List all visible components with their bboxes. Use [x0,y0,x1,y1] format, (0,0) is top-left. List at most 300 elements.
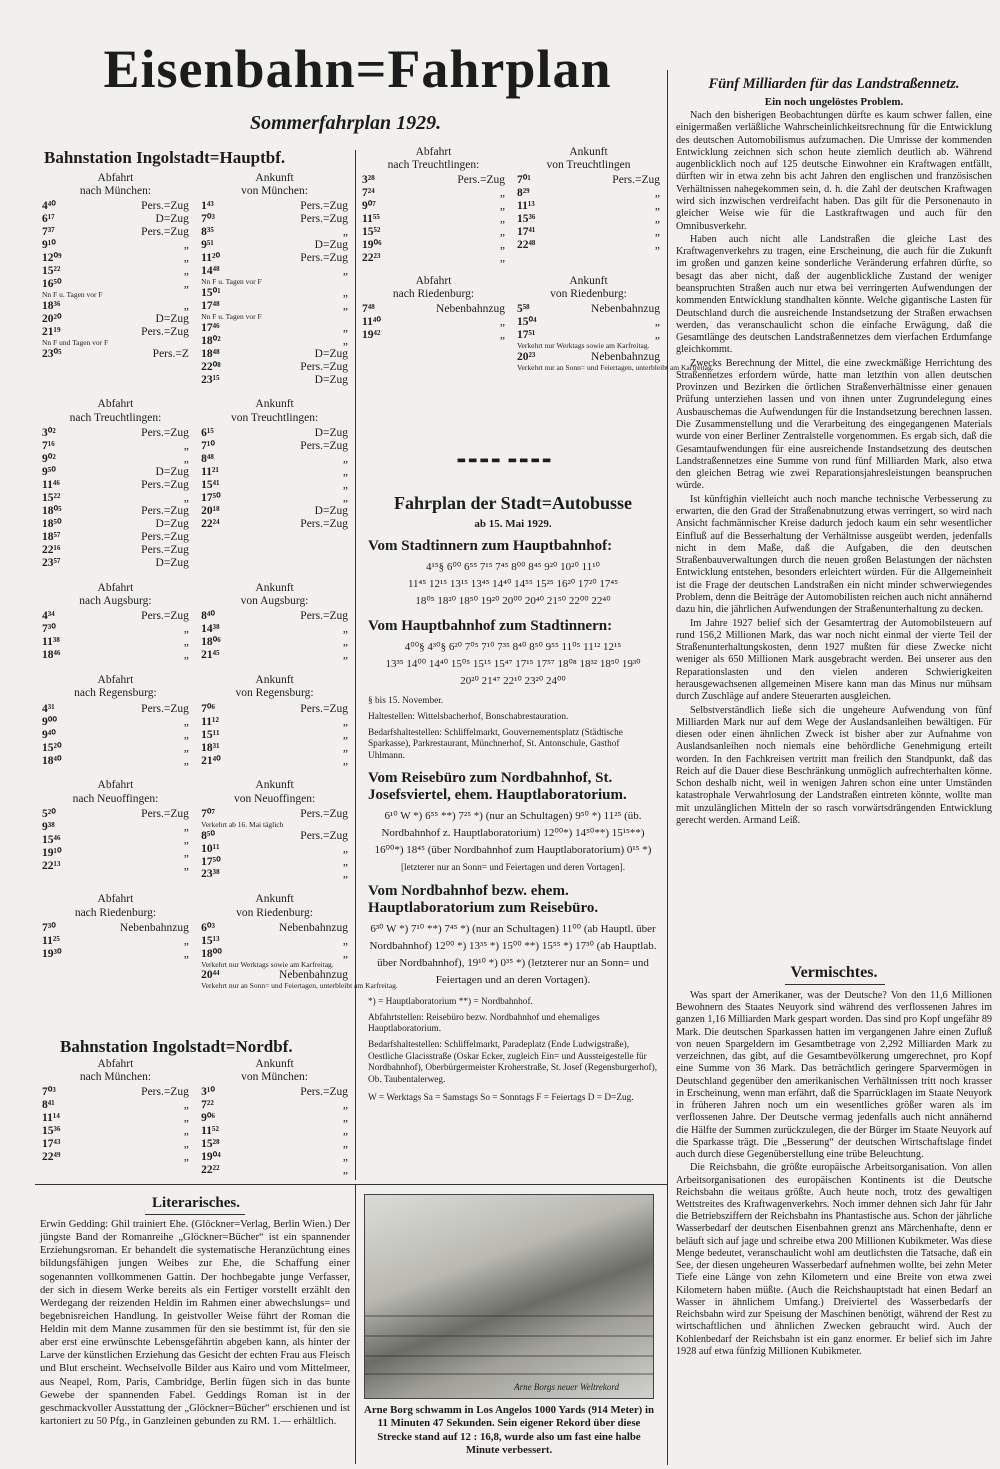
train-time: 18⁴⁰ [42,754,62,767]
train-kind: „ [654,200,660,213]
train-time: 7²⁴ [362,187,375,200]
departures-column [42,1058,189,1177]
train-kind: „ [342,321,348,334]
train-kind: D=Zug [155,556,189,569]
train-time: 8⁴⁸ [201,452,214,465]
departures-header: Abfahrt nach München: [79,1058,152,1084]
train-time: 6¹⁷ [42,213,55,226]
train-time: 11⁵² [201,1125,219,1138]
train-kind: „ [342,286,348,299]
train-time: 9⁰⁷ [362,200,376,213]
train-row [42,427,189,440]
train-kind: „ [342,623,348,636]
timetable-block [42,893,398,991]
train-time: 17⁵¹ [516,329,536,342]
train-kind: „ [342,1125,348,1138]
train-time: 4³⁴ [42,610,55,623]
train-time: 5²⁰ [42,807,56,820]
train-row [42,440,189,453]
train-row [42,200,189,213]
train-kind: „ [342,299,348,312]
train-time: 18⁰² [201,334,221,347]
train-time: 6¹⁵ [201,426,214,439]
train-kind: „ [342,334,348,347]
train-kind: „ [183,278,189,291]
train-kind: Pers.=Zug [457,174,506,187]
bus-route2-title: Vom Hauptbahnhof zum Stadtinnern: [368,618,613,635]
train-time: 7⁰³ [201,213,215,226]
literary-title: Literarisches. [152,1195,240,1211]
train-kind: D=Zug [155,517,189,530]
train-kind: Pers.=Zug [300,517,348,530]
train-kind: „ [183,947,189,960]
train-time: 17⁴¹ [516,226,536,239]
train-row [517,239,660,252]
train-kind: „ [183,715,189,728]
train-row [201,742,348,755]
train-time: 7¹⁶ [42,439,55,452]
train-kind: Pers.=Zug [300,1086,348,1099]
column-divider-2 [667,70,668,1465]
train-row [517,187,660,200]
train-row [201,868,348,881]
train-time: 15³⁶ [516,213,536,226]
train-time: 15⁴¹ [201,478,220,491]
train-time: 14³⁸ [201,623,220,636]
timetable-block [42,1058,348,1177]
article2-title-underline [785,984,885,985]
train-row [201,518,348,531]
arrivals-column [201,172,348,386]
train-time: 4³¹ [42,702,55,715]
train-kind: D=Zug [155,213,189,226]
train-time: 7⁰⁶ [201,702,215,715]
article1-subtitle: Ein noch ungelöstes Problem. [764,96,904,108]
train-kind: „ [183,439,189,452]
train-kind: „ [654,187,660,200]
train-time: 3²⁸ [362,174,375,187]
swimmer-photo [364,1194,654,1399]
bus-time-line: 4¹⁵§ 6⁰⁰ 6⁵⁵ 7¹⁵ 7⁴⁵ 8⁰⁰ 8⁴⁵ 9²⁰ 10²⁰ 11¹⁰ [426,561,600,573]
train-time: 23⁵⁷ [42,556,61,569]
train-time: 18⁰⁰ [201,947,222,960]
train-row [362,213,505,226]
train-row [517,213,660,226]
train-kind: Nebenbahnzug [279,969,348,982]
bus-time-line: 18⁰⁵ 18²⁰ 18⁵⁰ 19²⁰ 20⁰⁰ 20⁴⁰ 21⁵⁰ 22⁰⁰ 22⁴⁰ [415,595,611,608]
train-row [201,716,348,729]
train-kind: Pers.=Zug [300,360,348,373]
departures-column [42,398,189,569]
train-row [201,505,348,518]
bus-route4-text: 6³⁰ W *) 7¹⁰ **) 7⁴⁵ *) (nur an Schultagen) 11⁰⁰ (ab Hauptl. über Nordbahnhof) 12⁰⁰ *) 13³⁵ *) 15⁰⁰ **) 15⁵⁵ *) 17³⁰ (ab Hauptlab. über Nordbahnhof), 19¹⁰ *) 0³⁵ *) (letzterer nur an Sonn= und Feiertagen und an deren Vortagen). [369,923,657,987]
train-time: 9⁰² [42,452,56,465]
bus-time-line: 4⁰⁰§ 4³⁰§ 6²⁰ 7⁰⁵ 7¹⁰ 7³⁵ 8⁴⁰ 8⁵⁰ 9⁵⁵ 11⁰⁵ 11¹² 12¹⁵ [404,641,622,654]
train-row [201,492,348,505]
departures-header: Abfahrt nach Treuchtlingen: [69,398,162,424]
train-row [201,479,348,492]
arrivals-header: Ankunft von Regensburg: [235,674,314,700]
train-row [42,922,189,935]
train-row [201,213,348,226]
departures-column [362,275,505,373]
train-kind: „ [342,934,348,947]
train-kind: „ [183,728,189,741]
train-kind: „ [183,239,189,252]
train-time: 11²⁰ [201,252,221,265]
train-time: 22²⁴ [201,517,220,530]
train-row [517,174,660,187]
train-kind: „ [183,623,189,636]
train-time: 11¹⁴ [42,1112,60,1125]
train-time: 23¹⁵ [201,373,220,386]
train-row [42,935,189,948]
train-row [201,636,348,649]
train-row [517,316,660,329]
train-time: 12⁰⁹ [42,252,62,265]
train-row [42,834,189,847]
article-paragraph: Was spart der Amerikaner, was der Deutsche? Von den 11,6 Millionen Bewohnern des Staates Neuyork sind während des verflossenen Jahres im ganzen 1,16 Milliarden Mark gespart worden. Das sind pro Kopf ungefähr 89 Mark. Die deutschen Sparkassen hatten im vergangenen Jahre einen Zufluß von neuen Spargeldern im Gesamtbetrage von 2,292 Milliarden Mark zu verzeichnen, das gibt, auf die Gesamtbevölkerung umgerechnet, pro Kopf eine Summe von 36 Mark. Das beträchtlich geringere Sparvermögen in Deutschland gegenüber den amerikanischen Verhältnissen tritt noch krasser in Erscheinung, wenn man erfährt, daß die Sparrücklagen im Staate Neuyork in früheren Jahren noch um ein wesentliches größer waren als im verflossenen Jahre. Der Deutsche vermag jedenfalls auch nicht annähernd die Hälfte der Summen zurückzulegen, die der Bürger im Staate Neuyork auf die Sparkasse trägt. Die „Besserung“ der deutschen Wirtschaftslage findet auch durch diese Gegenüberstellung eine trübe Beleuchtung. [676,990,993,1161]
train-row [201,287,348,300]
train-row [201,226,348,239]
train-time: 18⁴⁶ [42,649,61,662]
train-row [516,363,714,373]
train-row [42,226,189,239]
column-divider-1 [355,150,356,1180]
arrivals-header: Ankunft von Treuchtlingen [546,146,631,172]
bus-time-line: 13³⁵ 14⁰⁰ 14⁴⁰ 15⁰⁵ 15¹⁵ 15⁴⁷ 17¹⁵ 17⁵⁷ 18⁰⁸ 18³² 18⁵⁰ 19³⁰ [385,658,641,671]
train-time: 8³⁵ [201,226,214,239]
train-row [362,329,505,342]
arrivals-column [516,275,714,373]
article1-body [676,110,992,828]
train-kind: „ [499,200,506,213]
train-kind: D=Zug [314,347,348,360]
train-time: 15³⁶ [42,1125,61,1138]
train-kind: „ [654,316,660,329]
train-row [42,544,189,557]
train-row [42,466,189,479]
train-kind: Nebenbahnzug [279,921,348,934]
train-time: 3⁰² [42,426,56,439]
train-time: 20⁴⁴ [201,969,220,982]
train-kind: Pers.=Zug [141,426,189,439]
train-time: 19¹⁰ [42,846,62,859]
departures-header: Abfahrt nach Regensburg: [74,674,157,700]
train-row [42,716,189,729]
train-kind: „ [183,846,189,859]
train-kind: „ [183,252,189,265]
train-time: 9⁰⁰ [42,715,57,728]
train-kind: Pers.=Zug [141,530,189,543]
train-row [201,948,348,961]
train-kind: Pers.=Zug [300,610,348,623]
train-time: 17⁴³ [42,1138,61,1151]
train-row [42,213,189,226]
train-kind: „ [654,226,660,239]
train-time: 21⁴⁰ [201,754,221,767]
train-row [201,649,348,662]
train-row [362,316,505,329]
train-row [201,453,348,466]
train-row [517,226,660,239]
timetable-block [42,582,348,662]
train-row [201,1138,348,1151]
train-kind: „ [499,252,506,265]
train-row [201,278,348,287]
train-time: 17⁵⁰ [201,855,221,868]
bus-time-line: 20²⁰ 21⁴⁷ 22¹⁰ 23²⁰ 24⁰⁰ [460,675,566,688]
arrivals-header: Ankunft von München: [241,172,308,198]
arrivals-column [201,1058,348,1177]
train-time: 7⁰¹ [516,174,531,187]
train-row [201,252,348,265]
train-kind: Pers.=Zug [141,807,189,820]
bus-route2-times [368,639,658,690]
arrivals-header: Ankunft von Augsburg: [240,581,309,607]
train-time: 21⁴⁵ [201,649,220,662]
train-kind: Pers.=Zug [612,174,660,187]
train-time: 15⁴⁶ [42,833,61,846]
train-kind: „ [342,636,348,649]
train-time: 8⁴⁰ [201,610,215,623]
bottom-column-divider [355,1184,356,1464]
train-row [362,239,505,252]
train-kind: „ [183,452,189,465]
train-time: 6⁰³ [201,921,215,934]
arrivals-header: Ankunft von München: [241,1058,308,1084]
train-kind: Pers.=Zug [141,543,189,556]
bus-schedule [368,493,658,1104]
train-time: 11⁴⁰ [362,316,381,329]
train-kind: „ [183,741,189,754]
train-row [201,821,348,830]
train-kind: Nebenbahnzug [591,351,660,364]
departures-column [42,582,189,662]
train-kind: Pers.=Zug [141,1086,189,1099]
train-row [42,755,189,768]
train-row [517,303,660,316]
train-kind: Pers.=Zug [141,504,189,517]
train-time: 11⁵⁵ [362,213,380,226]
train-row [201,322,348,335]
train-time: 7³⁰ [42,623,56,636]
train-row [201,856,348,869]
train-time: 23³⁸ [201,868,220,881]
train-kind: „ [342,868,348,881]
train-kind: „ [342,478,348,491]
train-time: 22⁰⁸ [201,360,221,373]
train-kind: „ [342,1151,348,1164]
train-time: 11⁴⁶ [42,478,60,491]
train-row [201,348,348,361]
photo-caption-text: Arne Borg schwamm in Los Angelos 1000 Yards (914 Meter) in 11 Minuten 47 Sekunden. Sein eigener Rekord über diese Strecke stand auf 12 : 16,8, wurde also um fast eine halbe Minute verbessert. [364,1404,654,1457]
train-kind: „ [183,1125,189,1138]
arrivals-header: Ankunft von Riedenburg: [236,893,313,919]
train-kind: D=Zug [155,312,189,325]
arrivals-column [201,674,348,767]
train-time: Verkehrt nur Werktags sowie am Karfreitag. [201,959,334,969]
train-row [201,374,348,387]
train-row [201,200,348,213]
train-time: 18³¹ [201,741,220,754]
bus-note-bis: § bis 15. November. [368,696,444,707]
train-time: 9⁵⁰ [42,465,56,478]
train-time: 14⁴⁸ [201,265,220,278]
train-kind: Nebenbahnzug [591,303,660,316]
train-time: 8²⁹ [516,187,530,200]
train-row [42,1138,189,1151]
train-row [201,1164,348,1177]
arrivals-column [201,582,348,662]
train-time: 19⁰⁶ [362,239,382,252]
train-time: 15⁰⁴ [516,316,537,329]
train-time: 19⁴² [362,329,381,342]
train-kind: „ [342,452,348,465]
timetable-block [362,146,660,265]
bus-valid: ab 15. Mai 1929. [474,518,552,530]
train-row [42,557,189,570]
train-kind: „ [342,855,348,868]
train-time: 7¹⁰ [201,439,215,452]
train-row [201,239,348,252]
train-time: Nn F u. Tagen vor F [201,277,262,287]
train-time: 15¹³ [201,934,220,947]
train-row [42,531,189,544]
train-time: 18³⁶ [42,299,61,312]
timetable-block [42,398,348,569]
train-kind: „ [342,265,348,278]
train-time: 7⁰⁷ [201,807,215,820]
train-row [42,313,189,326]
train-time: 18⁰⁵ [42,504,62,517]
train-row [42,265,189,278]
bus-abfahrt-stellen: Abfahrtstellen: Reisebüro bezw. Nordbahnhof und ehemaliges Hauptlaboratorium. [368,1012,600,1035]
train-kind: Pers.=Zug [300,807,348,820]
page-subtitle: Sommerfahrplan 1929. [250,112,442,134]
train-time: 19⁰⁴ [201,1151,221,1164]
train-time: 15²⁰ [42,741,62,754]
train-row [201,335,348,348]
train-row [201,313,348,322]
train-kind: Pers.=Zug [300,213,348,226]
train-time: 18⁰⁶ [201,636,221,649]
departures-column [42,172,189,386]
page-title: Eisenbahn=Fahrplan [103,39,612,99]
train-time: 15²² [42,491,61,504]
train-time: 9³⁸ [42,820,55,833]
train-time: 15²² [42,265,61,278]
article-paragraph: Selbstverständlich ließe sich die ungeheure Aufwendung von fünf Milliarden Mark nur auf dem Wege der Auslandsanleihen bewältigen. Für diesen oder einen ähnlichen Zweck ist bisher aber zur Aufnahme von Auslandsanleihen noch niemals eine behördliche Genehmigung erteilt worden. In den Fachkreisen vertritt man freilich den Standpunkt, daß das Reich auf die Dauer diese Beschränkung unmöglich aufrechterhalten könne. Schon deshalb nicht, weil in wenigen Jahren schon eine unter Umständen katastrophale Verwahrlosung der Landstraßen eintreten könnte, wollte man mit unzulänglichen Mitteln der so rasch vorwärtsdrängenden Entwicklung gerecht werden. Armand Leiß. [676,704,992,827]
train-row [201,466,348,479]
train-time: 11¹² [201,715,219,728]
train-kind: „ [342,728,348,741]
train-kind: „ [183,491,189,504]
train-time: 11¹³ [516,200,535,213]
train-kind: „ [654,329,660,342]
train-row [42,808,189,821]
train-kind: „ [342,754,348,767]
train-kind: „ [654,213,660,226]
train-row [42,1086,189,1099]
train-row [201,755,348,768]
train-time: 22²³ [362,252,381,265]
train-kind: D=Zug [314,373,348,386]
train-row [42,348,189,361]
article1-title: Fünf Milliarden für das Landstraßennetz. [708,76,960,92]
train-time: 22¹⁶ [42,543,61,556]
train-time: 18⁴⁸ [201,347,220,360]
arrivals-column [201,398,348,569]
train-kind: Pers.=Zug [141,200,189,213]
train-row [201,843,348,856]
train-row [201,1125,348,1138]
train-time: 11²¹ [201,465,219,478]
train-time: Nn F und Tagen vor F [42,337,109,347]
bus-route1-times [368,559,658,610]
train-row [201,440,348,453]
train-kind: Nebenbahnzug [436,303,506,316]
timetable-block [42,172,348,386]
arrivals-header: Ankunft von Neuoffingen: [233,779,316,805]
departures-header: Abfahrt nach München: [79,172,152,198]
train-row [42,847,189,860]
train-row [201,427,348,440]
train-row [201,961,348,970]
train-kind: Pers.=Zug [300,702,348,715]
arrivals-column [201,779,348,881]
train-kind: „ [342,1099,348,1112]
departures-header: Abfahrt nach Riedenburg: [392,275,475,301]
train-row [362,252,505,265]
train-kind: „ [499,316,506,329]
train-time: Verkehrt ab 16. Mai täglich [201,819,284,829]
train-time: 9⁰⁶ [201,1112,215,1125]
train-row [42,1112,189,1125]
train-row [42,252,189,265]
train-kind: „ [342,491,348,504]
arrivals-column [201,893,398,991]
middle-timetable-riedenburg [362,275,714,385]
literary-text [40,1218,350,1429]
train-time: Nn F u. Tagen vor F [42,290,103,300]
train-row [201,1151,348,1164]
train-row [42,703,189,716]
train-kind: „ [183,1112,189,1125]
train-row [201,922,348,935]
train-kind: „ [342,1138,348,1151]
train-row [362,200,505,213]
train-kind: Pers.=Zug [300,439,348,452]
article2-title: Vermischtes. [790,964,878,981]
timetable-block [42,674,348,767]
train-row [201,830,348,843]
train-row [201,1099,348,1112]
train-kind: „ [183,833,189,846]
train-time: 11³⁸ [42,636,60,649]
train-time: Verkehrt nur an Sonn= und Feiertagen, unterbleibt am Karfreitag. [201,981,398,991]
train-row [42,505,189,518]
train-row [362,303,505,316]
departures-column [42,779,189,881]
train-row [201,935,348,948]
train-time: Verkehrt nur an Sonn= und Feiertagen, unterbleibt am Karfreitag. [516,363,714,372]
train-kind: Pers.=Zug [300,252,348,265]
train-row [201,981,398,991]
timetable-block [42,779,348,881]
train-kind: „ [342,741,348,754]
train-kind: Pers.=Zug [141,325,189,338]
